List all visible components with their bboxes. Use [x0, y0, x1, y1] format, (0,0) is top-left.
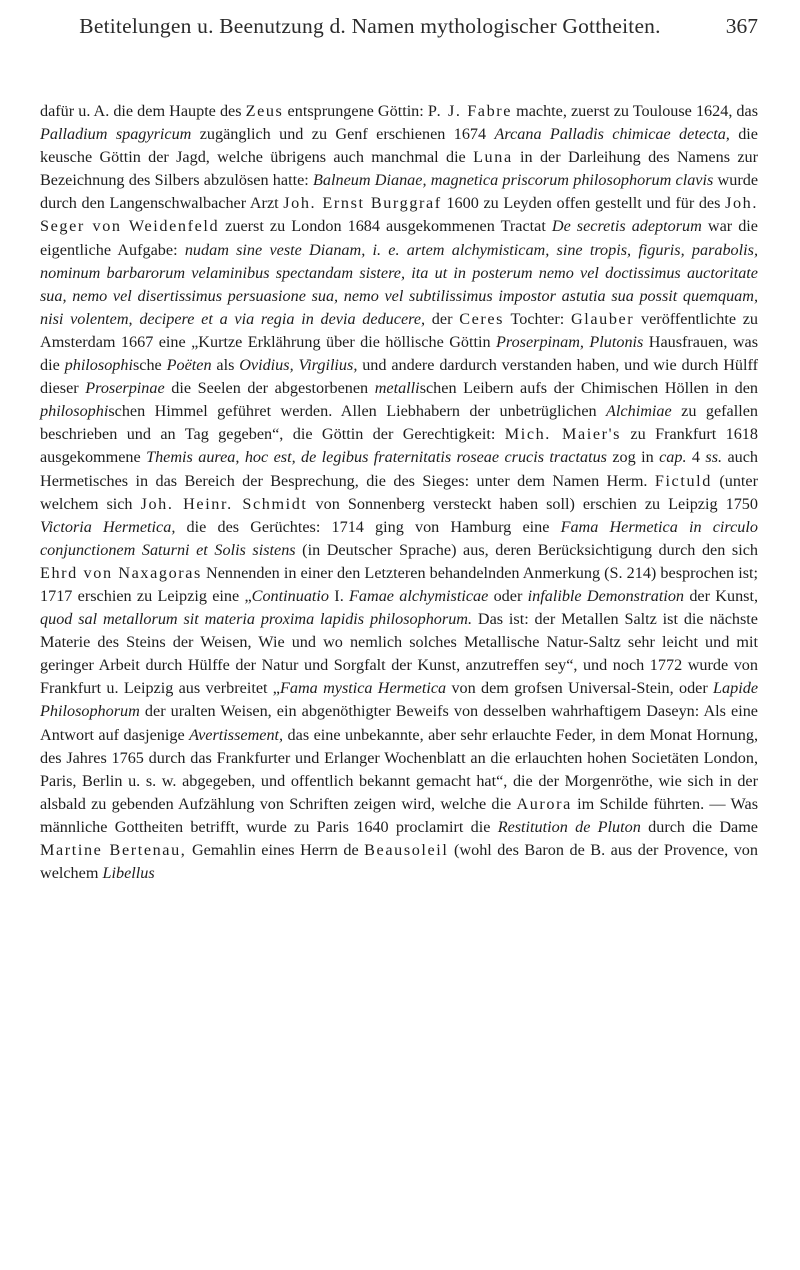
text-run: Nennenden in einer den Letzteren behandelnden Anmerkung (S. 214) besprochen ist; 1717 erschien zu Leipzig eine „: [40, 563, 759, 605]
italic-word: Ovidius, Virgilius,: [239, 356, 358, 375]
spaced-name: Fictuld: [654, 471, 712, 490]
text-run: oder: [488, 586, 528, 605]
italic-title: Restitution de Pluton: [497, 817, 641, 836]
text-run: zu Frankfurt 1618 ausgekommene: [40, 425, 758, 467]
italic-word: Libellus: [102, 864, 155, 883]
text-run: und andere dardurch verstanden haben, und wie durch Hülff dieser: [40, 356, 758, 398]
text-run: Das ist: der Metallen Saltz ist die nächste Materie des Steins der Weisen, Wie und wo nemlich solches Metallische Natur-Saltz sehr leicht und mit geringer Arbeit durch Hülffe der Natur und Sorgfalt der Kunst, anzutreffen sey“, und noch 1772 wurde von Frankfurt u. Leipzig aus verbreitet „: [40, 610, 758, 698]
text-run: 1600 zu Leyden offen gestellt und für des: [441, 194, 726, 213]
italic-quotation: quod sal metallorum sit materia proxima lapidis philosophorum.: [40, 610, 473, 629]
text-run: Tochter:: [504, 309, 571, 328]
text-run: der Kunst,: [684, 586, 759, 605]
spaced-name: Joh. Ernst Burggraf: [283, 194, 442, 213]
text-run: wurde durch den Langenschwalbacher Arzt: [40, 171, 759, 213]
spaced-name: Luna: [473, 148, 513, 167]
italic-word: ss.: [705, 448, 723, 467]
spaced-name: Zeus: [245, 102, 284, 120]
spaced-name: Ceres: [459, 309, 505, 328]
italic-word: Avertissement,: [189, 725, 284, 744]
text-run: von Sonnenberg versteckt haben soll) erschien zu Leipzig 1750: [307, 494, 758, 513]
text-run: (in Deutscher Sprache) aus, deren Berücksichtigung durch den sich: [295, 540, 758, 559]
spaced-name: Martine Bertenau,: [40, 841, 187, 859]
text-run: der uralten Weisen, ein abgenöthigter Beweifs von desselben wahrhaftigem Daseyn: Als eine Antwort auf dasjenige: [40, 702, 758, 744]
text-run: (wohl des Baron de B. aus der Provence, von welchem: [40, 841, 758, 883]
italic-word: Alchimiae: [606, 402, 672, 421]
spaced-name: Joh. Heinr. Schmidt: [140, 494, 308, 513]
text-run: entsprungene Göttin:: [283, 102, 428, 120]
running-head-title: Betitelungen u. Beenutzung d. Namen mythologischer Gottheiten.: [79, 14, 661, 38]
italic-title: Arcana Palladis chimicae detecta,: [494, 125, 730, 144]
italic-word: cap.: [659, 448, 687, 467]
spaced-name: Joh. Seger von Weidenfeld: [40, 194, 758, 236]
text-run: die des Gerüchtes: 1714 ging von Hamburg eine: [175, 517, 561, 536]
italic-title: Themis aurea, hoc est, de legibus fraternitatis roseae crucis tractatus: [146, 448, 607, 467]
italic-title: De secretis adeptorum: [551, 217, 702, 236]
text-run: zog in: [606, 448, 660, 467]
text-run: die keusche Göttin der Jagd, welche übrigens auch manchmal die: [40, 125, 758, 167]
italic-title: Famae alchymisticae: [349, 586, 489, 605]
text-run: in der Darleihung des Namens zur Bezeichnung des Silbers abzulösen hatte:: [40, 148, 758, 190]
text-run: I.: [329, 586, 350, 605]
italic-word: philosophi: [64, 356, 133, 375]
italic-title: Lapide Philosophorum: [40, 679, 759, 721]
book-page: [40, 0, 758, 885]
italic-title: Balneum Dianae, magnetica priscorum philosophorum clavis: [313, 171, 714, 190]
text-run: das eine unbekannte, aber sehr erlauchte Feder, in dem Monat Hornung, des Jahres 1765 durch das Frankfurter und Erlanger Wochenblatt an die erlauchten hohen Societäten London, Paris, Berlin u. s. w. abgegeben, und offentlich bekannt gemacht hat“, die der Morgenröthe, wie sich in der alsbald zu gebenden Aufzählung von Schriften zeigen wird, welche die: [40, 725, 758, 813]
text-run: die Seelen der abgestorbenen: [164, 379, 375, 398]
text-run: veröffentlichte zu Amsterdam 1667 eine „Kurtze Erklährung über die höllische Göttin: [40, 309, 759, 351]
body-paragraph: [40, 100, 758, 885]
text-run: Hausfrauen, was die: [40, 332, 758, 375]
text-run: als: [211, 356, 240, 375]
italic-title: Fama mystica Hermetica: [280, 679, 447, 698]
text-run: von dem grofsen Universal-Stein, oder: [446, 679, 714, 698]
text-run: sche: [132, 356, 167, 375]
text-run: schen Leibern aufs der Chimischen Höllen in den: [419, 379, 758, 398]
text-run: auch Hermetisches in das Bereich der Besprechung, die des Sieges: unter dem Namen Herm.: [40, 448, 759, 490]
text-run: schen Himmel geführet werden. Allen Liebhabern der unbetrüglichen: [108, 402, 607, 421]
italic-word: Proserpinae: [85, 379, 165, 398]
spaced-name: Aurora: [516, 794, 572, 813]
italic-title: infalible Demonstration: [527, 586, 685, 605]
spaced-name: Beausoleil: [364, 841, 449, 859]
spaced-name: Ehrd von Naxagoras: [40, 563, 202, 582]
text-run: war die eigentliche Aufgabe:: [40, 217, 758, 259]
text-run: zugänglich und zu Genf erschienen 1674: [191, 125, 495, 144]
spaced-name: Glauber: [570, 309, 635, 328]
spaced-name: Mich. Maier's: [504, 425, 622, 444]
text-run: zuerst zu London 1684 ausgekommenen Tractat: [219, 217, 552, 236]
italic-word: metalli: [374, 379, 420, 398]
italic-quotation: nudam sine veste Dianam, i. e. artem alchymisticam, sine tropis, figuris, parabolis, nominum barbarorum velaminibus spectandam sistere, ita ut in posterum nemo vel doctissimus auctoritate sua, nemo vel disertissimus persuasione sua, nemo vel subtilissimus impostor astutia sua possit quemquam, nisi volentem, decipere et a via regia in devia deducere,: [40, 240, 758, 328]
spaced-name: P. J. Fabre: [427, 102, 513, 120]
text-run: 4: [686, 448, 706, 467]
running-head: [40, 14, 758, 70]
text-run: der: [425, 309, 460, 328]
text-run: Gemahlin eines Herrn de: [186, 841, 365, 859]
italic-word: philosophi: [40, 402, 109, 421]
text-run: machte, zuerst zu Toulouse 1624, das: [512, 102, 759, 120]
italic-title: Fama Hermetica in circulo conjunctionem Saturni et Solis sistens: [40, 517, 758, 559]
text-run: dafür u. A. die dem Haupte des: [40, 102, 246, 120]
text-run: im Schilde führten. — Was männliche Gottheiten betrifft, wurde zu Paris 1640 proclamirt die: [40, 794, 758, 836]
italic-title: Palladium spagyricum: [40, 125, 192, 144]
text-run: (unter welchem sich: [40, 471, 758, 513]
text-run: durch die Dame: [640, 817, 758, 836]
italic-title: Continuatio: [251, 586, 330, 605]
page-number: 367: [725, 14, 758, 38]
italic-title: Proserpinam, Plutonis: [495, 332, 644, 351]
italic-title: Victoria Hermetica,: [40, 517, 176, 536]
italic-word: Poëten: [166, 356, 212, 375]
text-run: zu gefallen beschrieben und an Tag gegeben“, die Göttin der Gerechtigkeit:: [40, 402, 758, 444]
